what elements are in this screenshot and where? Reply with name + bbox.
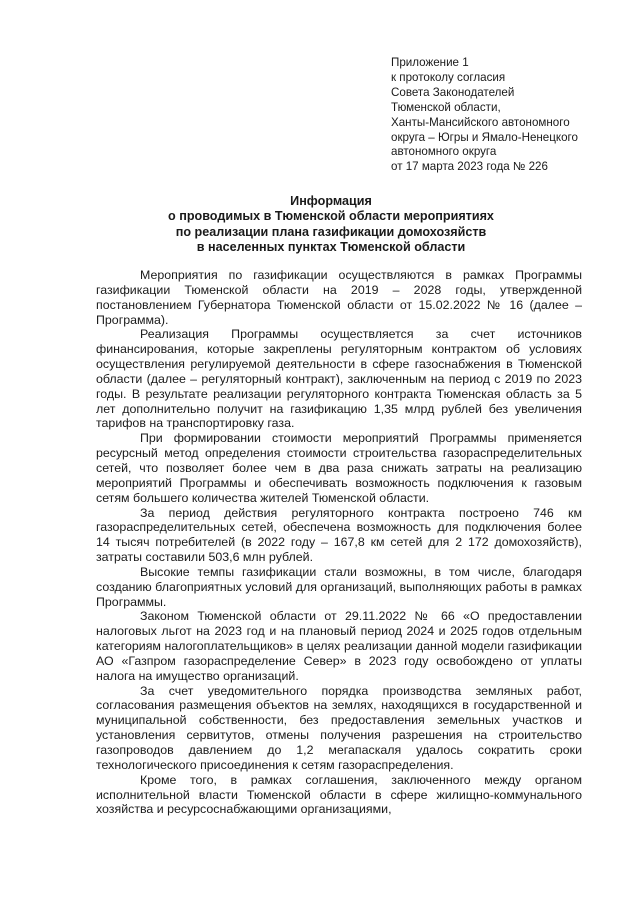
appendix-line: Приложение 1 <box>391 56 469 69</box>
appendix-line: автономного округа <box>391 145 497 159</box>
appendix-line: к протоколу согласия <box>391 70 506 84</box>
body-paragraph: При формировании стоимости мероприятий Программы применяется ресурсный метод определения стоимости строительства газораспределительных сетей, что позволяет более чем в два раза снижать затраты на реализацию мероприятий Программы и обеспечивать возможность подключения к газовым сетям большего количества жителей Тюменской области. <box>96 431 582 505</box>
document-body <box>96 268 582 817</box>
appendix-line: Совета Законодателей <box>391 85 515 99</box>
body-paragraph: Мероприятия по газификации осуществляются в рамках Программы газификации Тюменской области на 2019 – 2028 годы, утвержденной постановлением Губернатора Тюменской области от 15.02.2022 № 16 (далее – Программа). <box>96 268 582 327</box>
title-line: о проводимых в Тюменской области мероприятиях <box>168 209 494 224</box>
title-line: в населенных пунктах Тюменской области <box>196 240 466 255</box>
body-paragraph: За период действия регуляторного контракта построено 746 км газораспределительных сетей, обеспечена возможность для подключения более 14 тысяч потребителей (в 2022 году – 167,8 км сетей для 2 172 домохозяйств), затраты составили 503,6 млн рублей. <box>96 505 582 565</box>
appendix-line: от 17 марта 2023 года № 226 <box>391 160 548 174</box>
body-paragraph: Высокие темпы газификации стали возможны, в том числе, благодаря созданию благоприятных условий для организаций, выполняющих работы в рамках Программы. <box>96 564 582 609</box>
body-paragraph: Законом Тюменской области от 29.11.2022 № 66 «О предоставлении налоговых льгот на 2023 год и на плановый период 2024 и 2025 годов отдельным категориям налогоплательщиков» в целях реализации данной модели газификации АО «Газпром газораспределение Север» в 2023 году освобождено от уплаты налога на имущество организаций. <box>96 609 582 683</box>
body-paragraph: Реализация Программы осуществляется за счет источников финансирования, которые закреплены регуляторным контрактом об условиях осуществления регулируемой деятельности в сфере газоснабжения в Тюменской области (далее – регуляторный контракт), заключенным на период с 2019 по 2023 годы. В результате реализации регуляторного контракта Тюменская область за 5 лет дополнительно получит на газификацию 1,35 млрд рублей без увеличения тарифов на транспортировку газа. <box>96 327 582 431</box>
body-paragraph: Кроме того, в рамках соглашения, заключенного между органом исполнительной власти Тюменской области в сфере жилищно-коммунального хозяйства и ресурсоснабжающими организациями, <box>96 772 582 817</box>
body-paragraph: За счет уведомительного порядка производства земляных работ, согласования размещения объектов на землях, находящихся в государственной и муниципальной собственности, без предоставления земельных участков и установления сервитутов, отмены получения разрешения на строительство газопроводов давлением до 1,2 мегапаскаля удалось сократить сроки технологического присоединения к сетям газораспределения. <box>96 683 582 772</box>
title-line: по реализации плана газификации домохозяйств <box>175 224 487 239</box>
appendix-line: Ханты-Мансийского автономного <box>391 115 570 129</box>
document-title <box>96 194 566 256</box>
appendix-line: округа – Югры и Ямало-Ненецкого <box>391 130 578 144</box>
appendix-note <box>391 56 611 175</box>
title-line: Информация <box>290 194 372 208</box>
appendix-line: Тюменской области, <box>391 100 501 114</box>
